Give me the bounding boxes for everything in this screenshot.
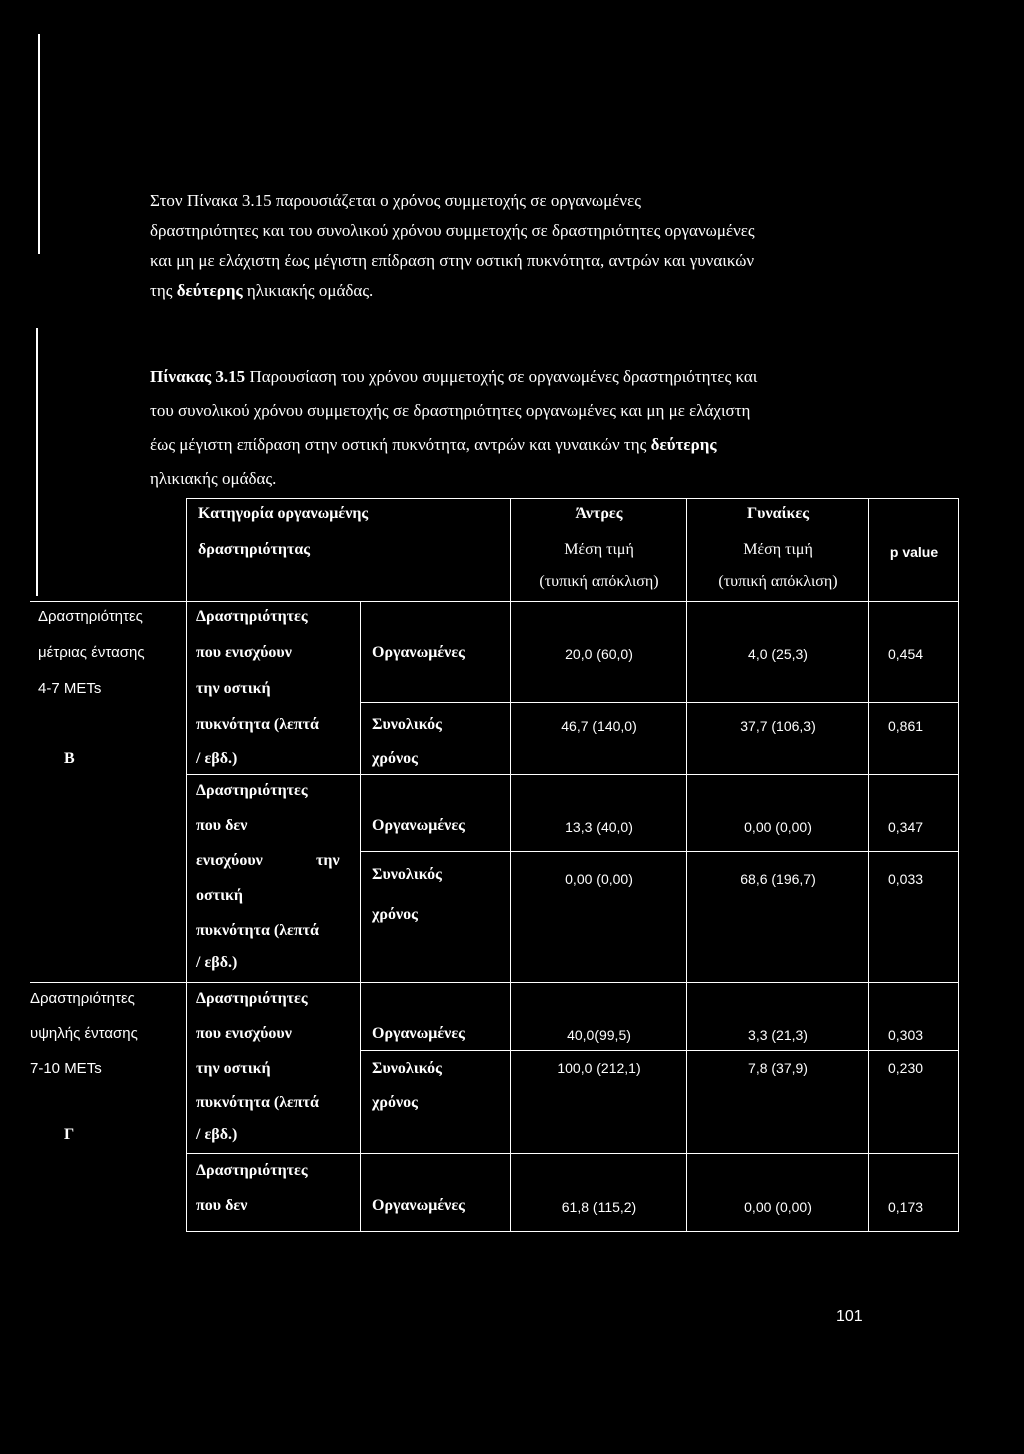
value-pvalue: 0,347 [888,819,924,835]
caption-line: ηλικιακής ομάδας. [150,469,277,488]
table-rule [360,1050,959,1051]
value-men: 20,0 (60,0) [565,646,633,662]
subcategory-enhance: πυκνότητα (λεπτά [196,716,319,733]
intro-emphasis: δεύτερης [176,281,243,300]
intro-paragraph [150,186,872,306]
caption-text: έως μέγιστη επίδραση στην οστική πυκνότητα, αντρών και γυναικών της [150,435,651,454]
table-rule [360,702,959,703]
header-men-sd: (τυπική απόκλιση) [539,573,659,590]
caption-line [150,428,872,462]
table-rule [186,774,959,775]
value-men: 40,0(99,5) [567,1027,631,1043]
type-organized: Οργανωμένες [372,644,465,661]
header-women: Γυναίκες [747,505,809,522]
group-g-label: υψηλής έντασης [30,1025,138,1042]
header-men-mean: Μέση τιμή [564,541,634,558]
value-men: 13,3 (40,0) [565,819,633,835]
value-men: 100,0 (212,1) [557,1060,641,1076]
subcategory-enhance: Δραστηριότητες [196,990,308,1007]
caption-emphasis: δεύτερης [650,435,717,454]
type-total: χρόνος [372,906,418,923]
subcategory-enhance: πυκνότητα (λεπτά [196,1094,319,1111]
type-organized: Οργανωμένες [372,1197,465,1214]
value-men: 46,7 (140,0) [561,718,637,734]
caption-label: Πίνακας 3.15 [150,367,246,386]
subcategory-enhance: που ενισχύουν [196,644,292,661]
subcategory-enhance: την οστική [196,680,271,697]
value-women: 68,6 (196,7) [740,871,816,887]
subcategory-not-enhance: Δραστηριότητες [196,782,308,799]
type-total: Συνολικός [372,1060,442,1077]
group-g-label: Δραστηριότητες [30,990,135,1007]
intro-line: και μη με ελάχιστη έως μέγιστη επίδραση στην οστική πυκνότητα, αντρών και γυναικών [150,251,755,270]
group-b-label: Δραστηριότητες [38,608,143,625]
page-number: 101 [836,1308,863,1325]
header-women-mean: Μέση τιμή [743,541,813,558]
header-category: Κατηγορία οργανωμένης [198,505,369,522]
intro-text: ηλικιακής ομάδας. [242,281,374,300]
value-women: 3,3 (21,3) [748,1027,808,1043]
type-organized: Οργανωμένες [372,1025,465,1042]
value-women: 4,0 (25,3) [748,646,808,662]
subcategory-enhance: / εβδ.) [196,750,238,767]
subcategory-not-enhance: που δεν [196,1197,248,1214]
value-pvalue: 0,303 [888,1027,924,1043]
group-g-label: 7-10 METs [30,1060,102,1077]
table-rule [360,851,959,852]
table-rule [186,1231,959,1232]
group-b-label: 4-7 METs [38,680,102,697]
intro-text: της [150,281,177,300]
value-women: 0,00 (0,00) [744,819,812,835]
value-pvalue: 0,033 [888,871,924,887]
table-rule [686,498,687,1231]
value-women: 37,7 (106,3) [740,718,816,734]
table-rule [868,498,869,1231]
type-total: χρόνος [372,750,418,767]
type-total: χρόνος [372,1094,418,1111]
subcategory-not-enhance: πυκνότητα (λεπτά [196,922,319,939]
table-rule [958,498,959,1231]
header-men: Άντρες [575,505,623,522]
caption-text: Παρουσίαση του χρόνου συμμετοχής σε οργανωμένες δραστηριότητες και [245,367,758,386]
subcategory-enhance: / εβδ.) [196,1126,238,1143]
subcategory-not-enhance: ενισχύουν [196,852,263,869]
table-rule [186,1153,959,1154]
table-rule [510,498,511,1231]
value-pvalue: 0,861 [888,718,924,734]
subcategory-enhance: την οστική [196,1060,271,1077]
subcategory-enhance: που ενισχύουν [196,1025,292,1042]
table-rule [360,601,361,1231]
group-b-letter: B [64,750,75,767]
intro-line [150,276,872,306]
table-rule [30,982,959,983]
value-pvalue: 0,173 [888,1199,924,1215]
value-men: 0,00 (0,00) [565,871,633,887]
subcategory-enhance: Δραστηριότητες [196,608,308,625]
value-women: 7,8 (37,9) [748,1060,808,1076]
header-women-sd: (τυπική απόκλιση) [718,573,838,590]
type-organized: Οργανωμένες [372,817,465,834]
scan-edge-line [36,328,38,596]
caption-line [150,360,872,394]
value-pvalue: 0,454 [888,646,924,662]
group-b-label: μέτριας έντασης [38,644,145,661]
value-men: 61,8 (115,2) [561,1199,637,1215]
table-rule [30,601,959,602]
subcategory-not-enhance: την [316,852,340,869]
intro-line: δραστηριότητες και του συνολικού χρόνου συμμετοχής σε δραστηριότητες οργανωμένες [150,221,755,240]
header-pvalue: p value [889,544,939,560]
header-category: δραστηριότητας [198,541,310,558]
table-rule [186,498,959,499]
table-caption [150,360,872,496]
caption-line: του συνολικού χρόνου συμμετοχής σε δραστηριότητες οργανωμένες και μη με ελάχιστη [150,401,751,420]
subcategory-not-enhance: / εβδ.) [196,954,238,971]
type-total: Συνολικός [372,866,442,883]
group-g-letter: Γ [64,1126,75,1143]
scan-edge-line [38,34,40,254]
subcategory-not-enhance: Δραστηριότητες [196,1162,308,1179]
intro-line: Στον Πίνακα 3.15 παρουσιάζεται ο χρόνος συμμετοχής σε οργανωμένες [150,191,641,210]
subcategory-not-enhance: οστική [196,887,244,904]
value-pvalue: 0,230 [888,1060,924,1076]
type-total: Συνολικός [372,716,442,733]
subcategory-not-enhance: που δεν [196,817,248,834]
value-women: 0,00 (0,00) [744,1199,812,1215]
table-rule [186,498,187,1231]
